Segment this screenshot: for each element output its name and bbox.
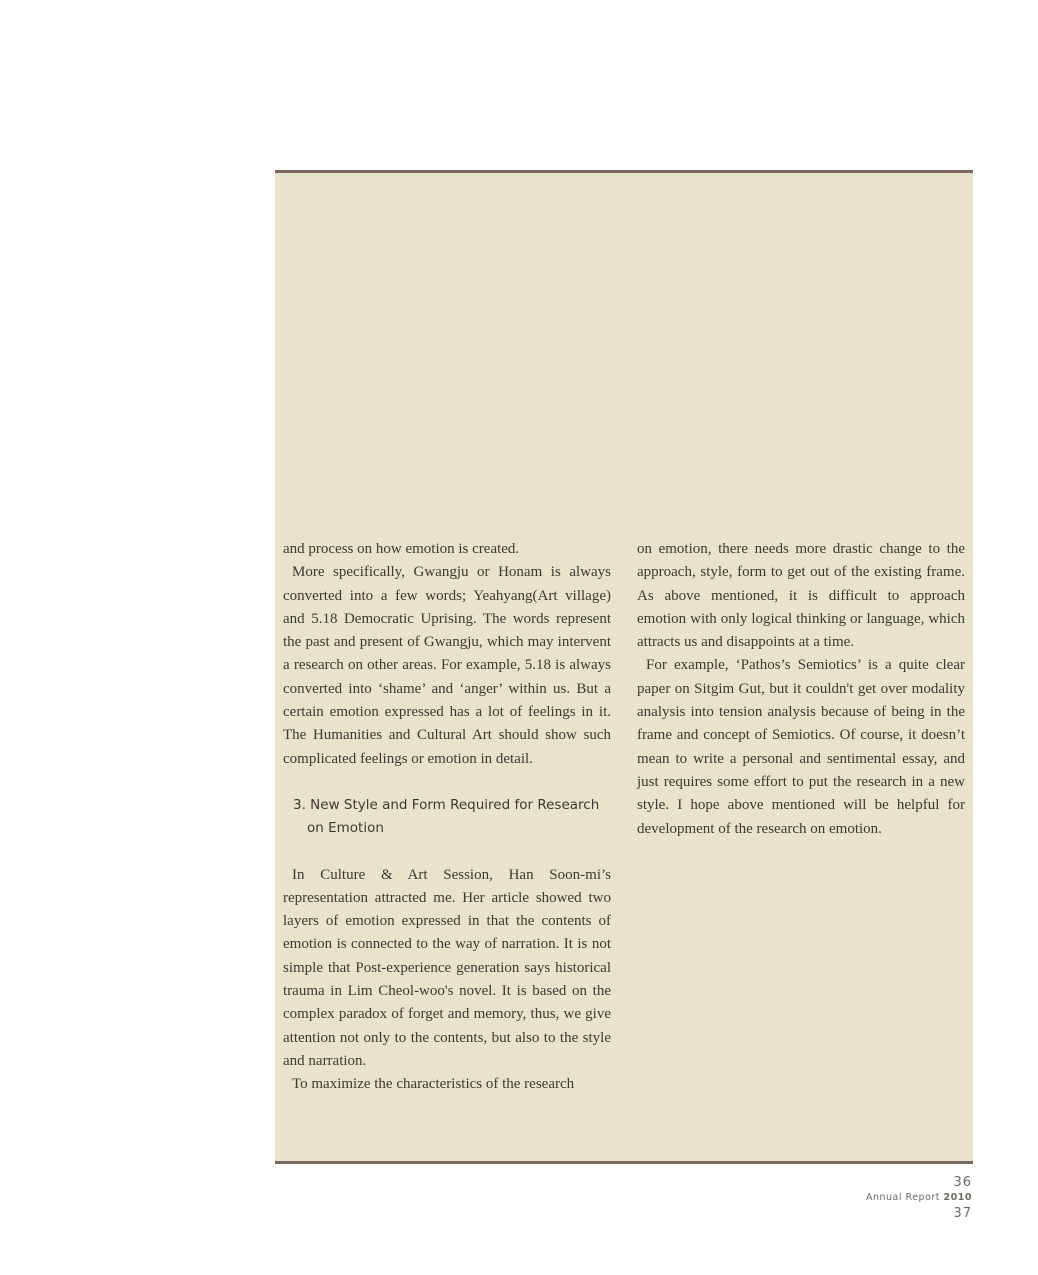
right-text-column — [637, 538, 965, 841]
paragraph: on emotion, there needs more drastic change to the approach, style, form to get out of the existing frame. As above mentioned, it is difficult to approach emotion with only logical thinking or language, which attracts us and disappoints at a time. — [637, 541, 965, 651]
report-label: Annual Report — [865, 1192, 944, 1203]
section-heading-line1: 3. New Style and Form Required for Research — [293, 796, 600, 813]
page-number-left: 36 — [953, 1175, 972, 1190]
paragraph: and process on how emotion is created. — [283, 541, 520, 557]
paragraph: In Culture & Art Session, Han Soon-mi’s representation attracted me. Her article showed two layers of emotion expressed in that the contents of emotion is connected to the way of narration. It is not simple that Post-experience generation says historical trauma in Lim Cheol-woo's novel. It is based on the complex paradox of forget and memory, thus, we give attention not only to the contents, but also to the style and narration. — [283, 866, 611, 1069]
page-number-right: 37 — [953, 1206, 972, 1221]
section-heading — [293, 794, 611, 841]
section-heading-line2: on Emotion — [307, 820, 384, 837]
paragraph: More specifically, Gwangju or Honam is always converted into a few words; Yeahyang(Art village) and 5.18 Democratic Uprising. The words represent the past and present of Gwangju, which may intervent a research on other areas. For example, 5.18 is always converted into ‘shame’ and ‘anger’ within us. But a certain emotion expressed has a lot of feelings in it. The Humanities and Cultural Art should show such complicated feelings or emotion in detail. — [283, 564, 611, 767]
left-text-column — [283, 538, 611, 1097]
report-title — [866, 1191, 972, 1205]
report-year: 2010 — [943, 1192, 972, 1203]
page-footer — [866, 1174, 972, 1222]
paragraph: For example, ‘Pathos’s Semiotics’ is a quite clear paper on Sitgim Gut, but it couldn't get over modality analysis into tension analysis because of being in the frame and concept of Semiotics. Of course, it doesn’t mean to write a personal and sentimental essay, and just requires some effort to put the research in a new style. I hope above mentioned will be helpful for development of the research on emotion. — [637, 657, 965, 837]
paragraph: To maximize the characteristics of the research — [292, 1076, 575, 1093]
